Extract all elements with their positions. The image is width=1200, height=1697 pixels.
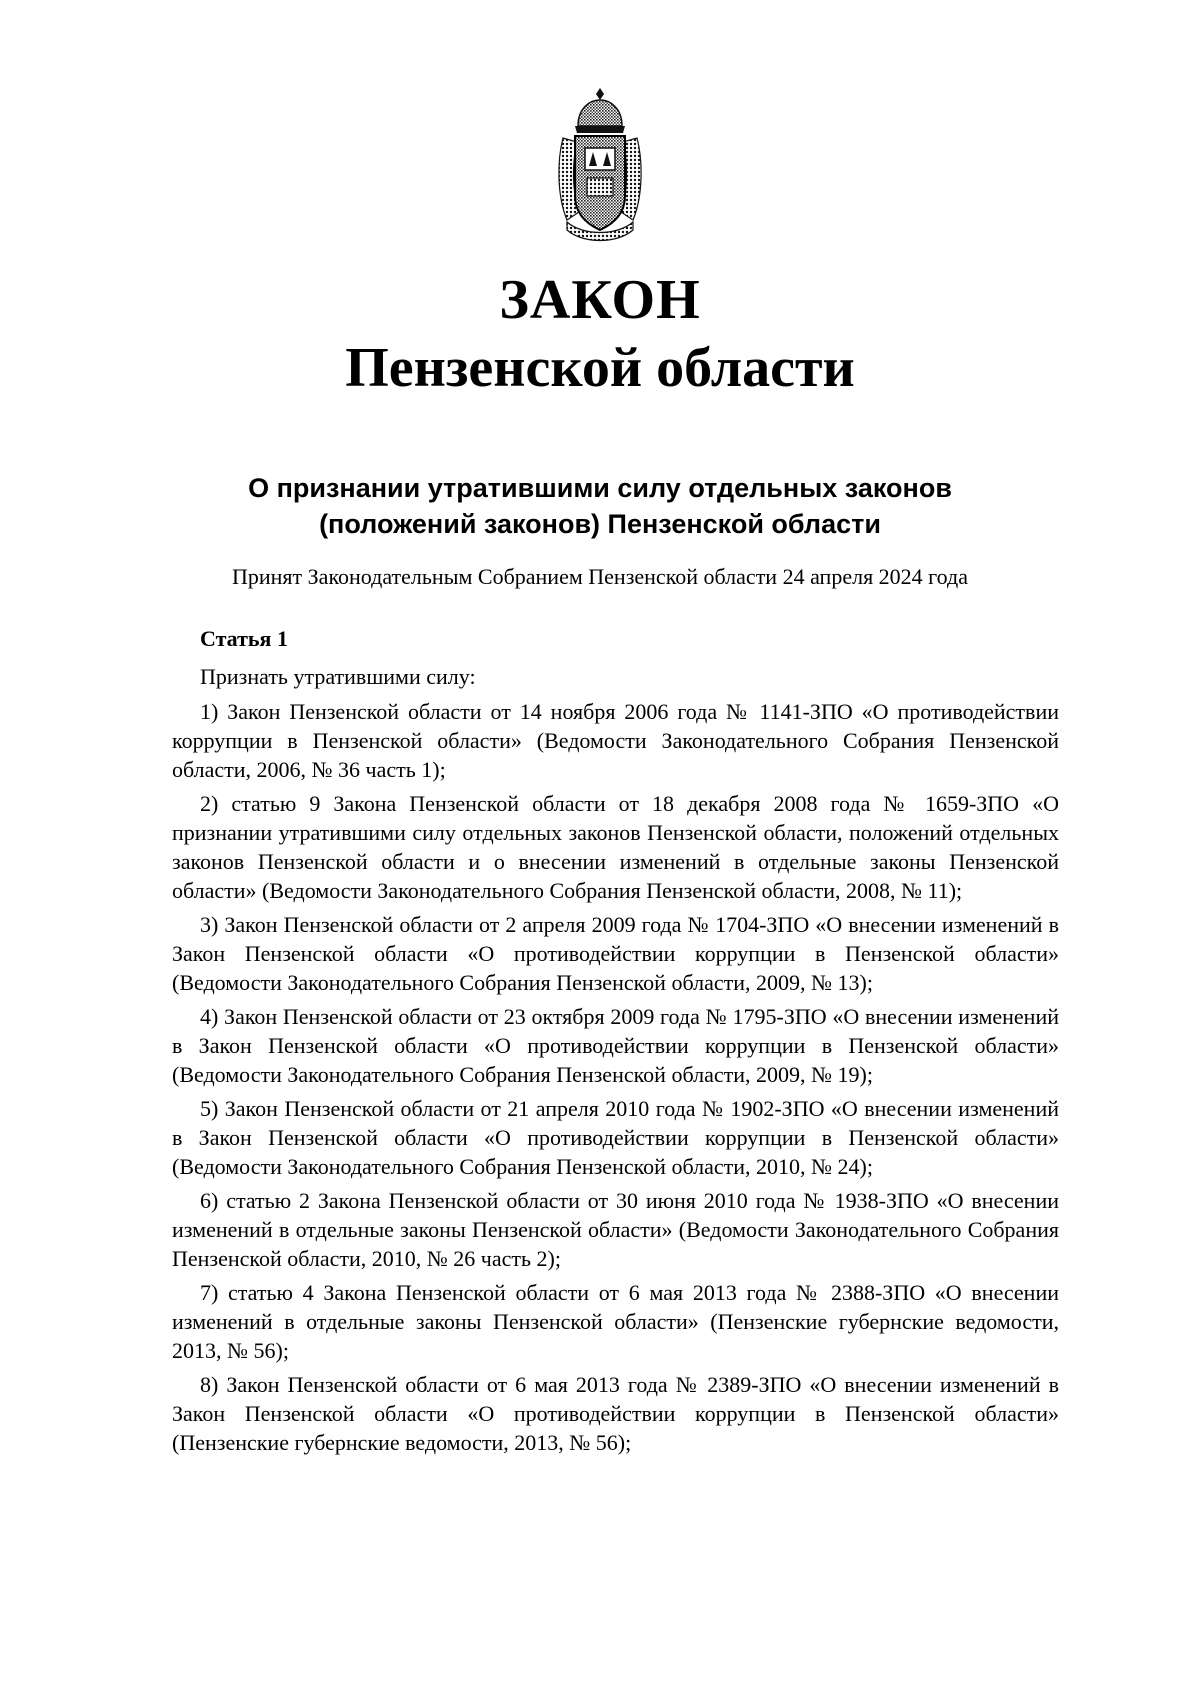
list-item: 3) Закон Пензенской области от 2 апреля 2009 года № 1704-ЗПО «О внесении изменений в Закон Пензенской области «О противодействии коррупции в Пензенской области» (Ведомости Законодательного Собрания Пензенской области, 2009, № 13); (172, 912, 1059, 995)
article-intro: Признать утратившими силу: (200, 664, 476, 689)
repealed-list (172, 697, 1059, 1457)
list-item: 7) статью 4 Закона Пензенской области от 6 мая 2013 года № 2388-ЗПО «О внесении изменений в отдельные законы Пензенской области» (Пензенские губернские ведомости, 2013, № 56); (172, 1280, 1059, 1363)
list-item: 6) статью 2 Закона Пензенской области от 30 июня 2010 года № 1938-ЗПО «О внесении изменений в отдельные законы Пензенской области» (Ведомости Законодательного Собрания Пензенской области, 2010, № 26 часть 2); (172, 1188, 1059, 1271)
coat-of-arms-icon (545, 86, 655, 246)
law-name (0, 470, 1200, 542)
list-item: 5) Закон Пензенской области от 21 апреля 2010 года № 1902-ЗПО «О внесении изменений в Закон Пензенской области «О противодействии коррупции в Пензенской области» (Ведомости Законодательного Собрания Пензенской области, 2010, № 24); (172, 1096, 1059, 1179)
list-item: 2) статью 9 Закона Пензенской области от 18 декабря 2008 года № 1659-ЗПО «О признании утратившими силу отдельных законов Пензенской области, положений отдельных законов Пензенской области и о внесении изменений в отдельные законы Пензенской области» (Ведомости Законодательного Собрания Пензенской области, 2008, № 11); (172, 791, 1059, 903)
article-body (172, 624, 1059, 1462)
adoption-note: Принят Законодательным Собранием Пензенской области 24 апреля 2024 года (231, 564, 968, 589)
list-item: 1) Закон Пензенской области от 14 ноября 2006 года № 1141-ЗПО «О противодействии коррупции в Пензенской области» (Ведомости Законодательного Собрания Пензенской области, 2006, № 36 часть 1); (172, 699, 1059, 782)
list-item: 4) Закон Пензенской области от 23 октября 2009 года № 1795-ЗПО «О внесении изменений в Закон Пензенской области «О противодействии коррупции в Пензенской области» (Ведомости Законодательного Собрания Пензенской области, 2009, № 19); (172, 1004, 1059, 1087)
law-name-line: (положений законов) Пензенской области (319, 509, 881, 539)
list-item: 8) Закон Пензенской области от 6 мая 2013 года № 2389-ЗПО «О внесении изменений в Закон Пензенской области «О противодействии коррупции в Пензенской области» (Пензенские губернские ведомости, 2013, № 56); (172, 1372, 1059, 1455)
article-heading: Статья 1 (200, 626, 288, 651)
page-subtitle: Пензенской области (345, 337, 855, 399)
law-name-line: О признании утратившими силу отдельных законов (248, 473, 952, 503)
page-title: ЗАКОН (499, 269, 701, 331)
